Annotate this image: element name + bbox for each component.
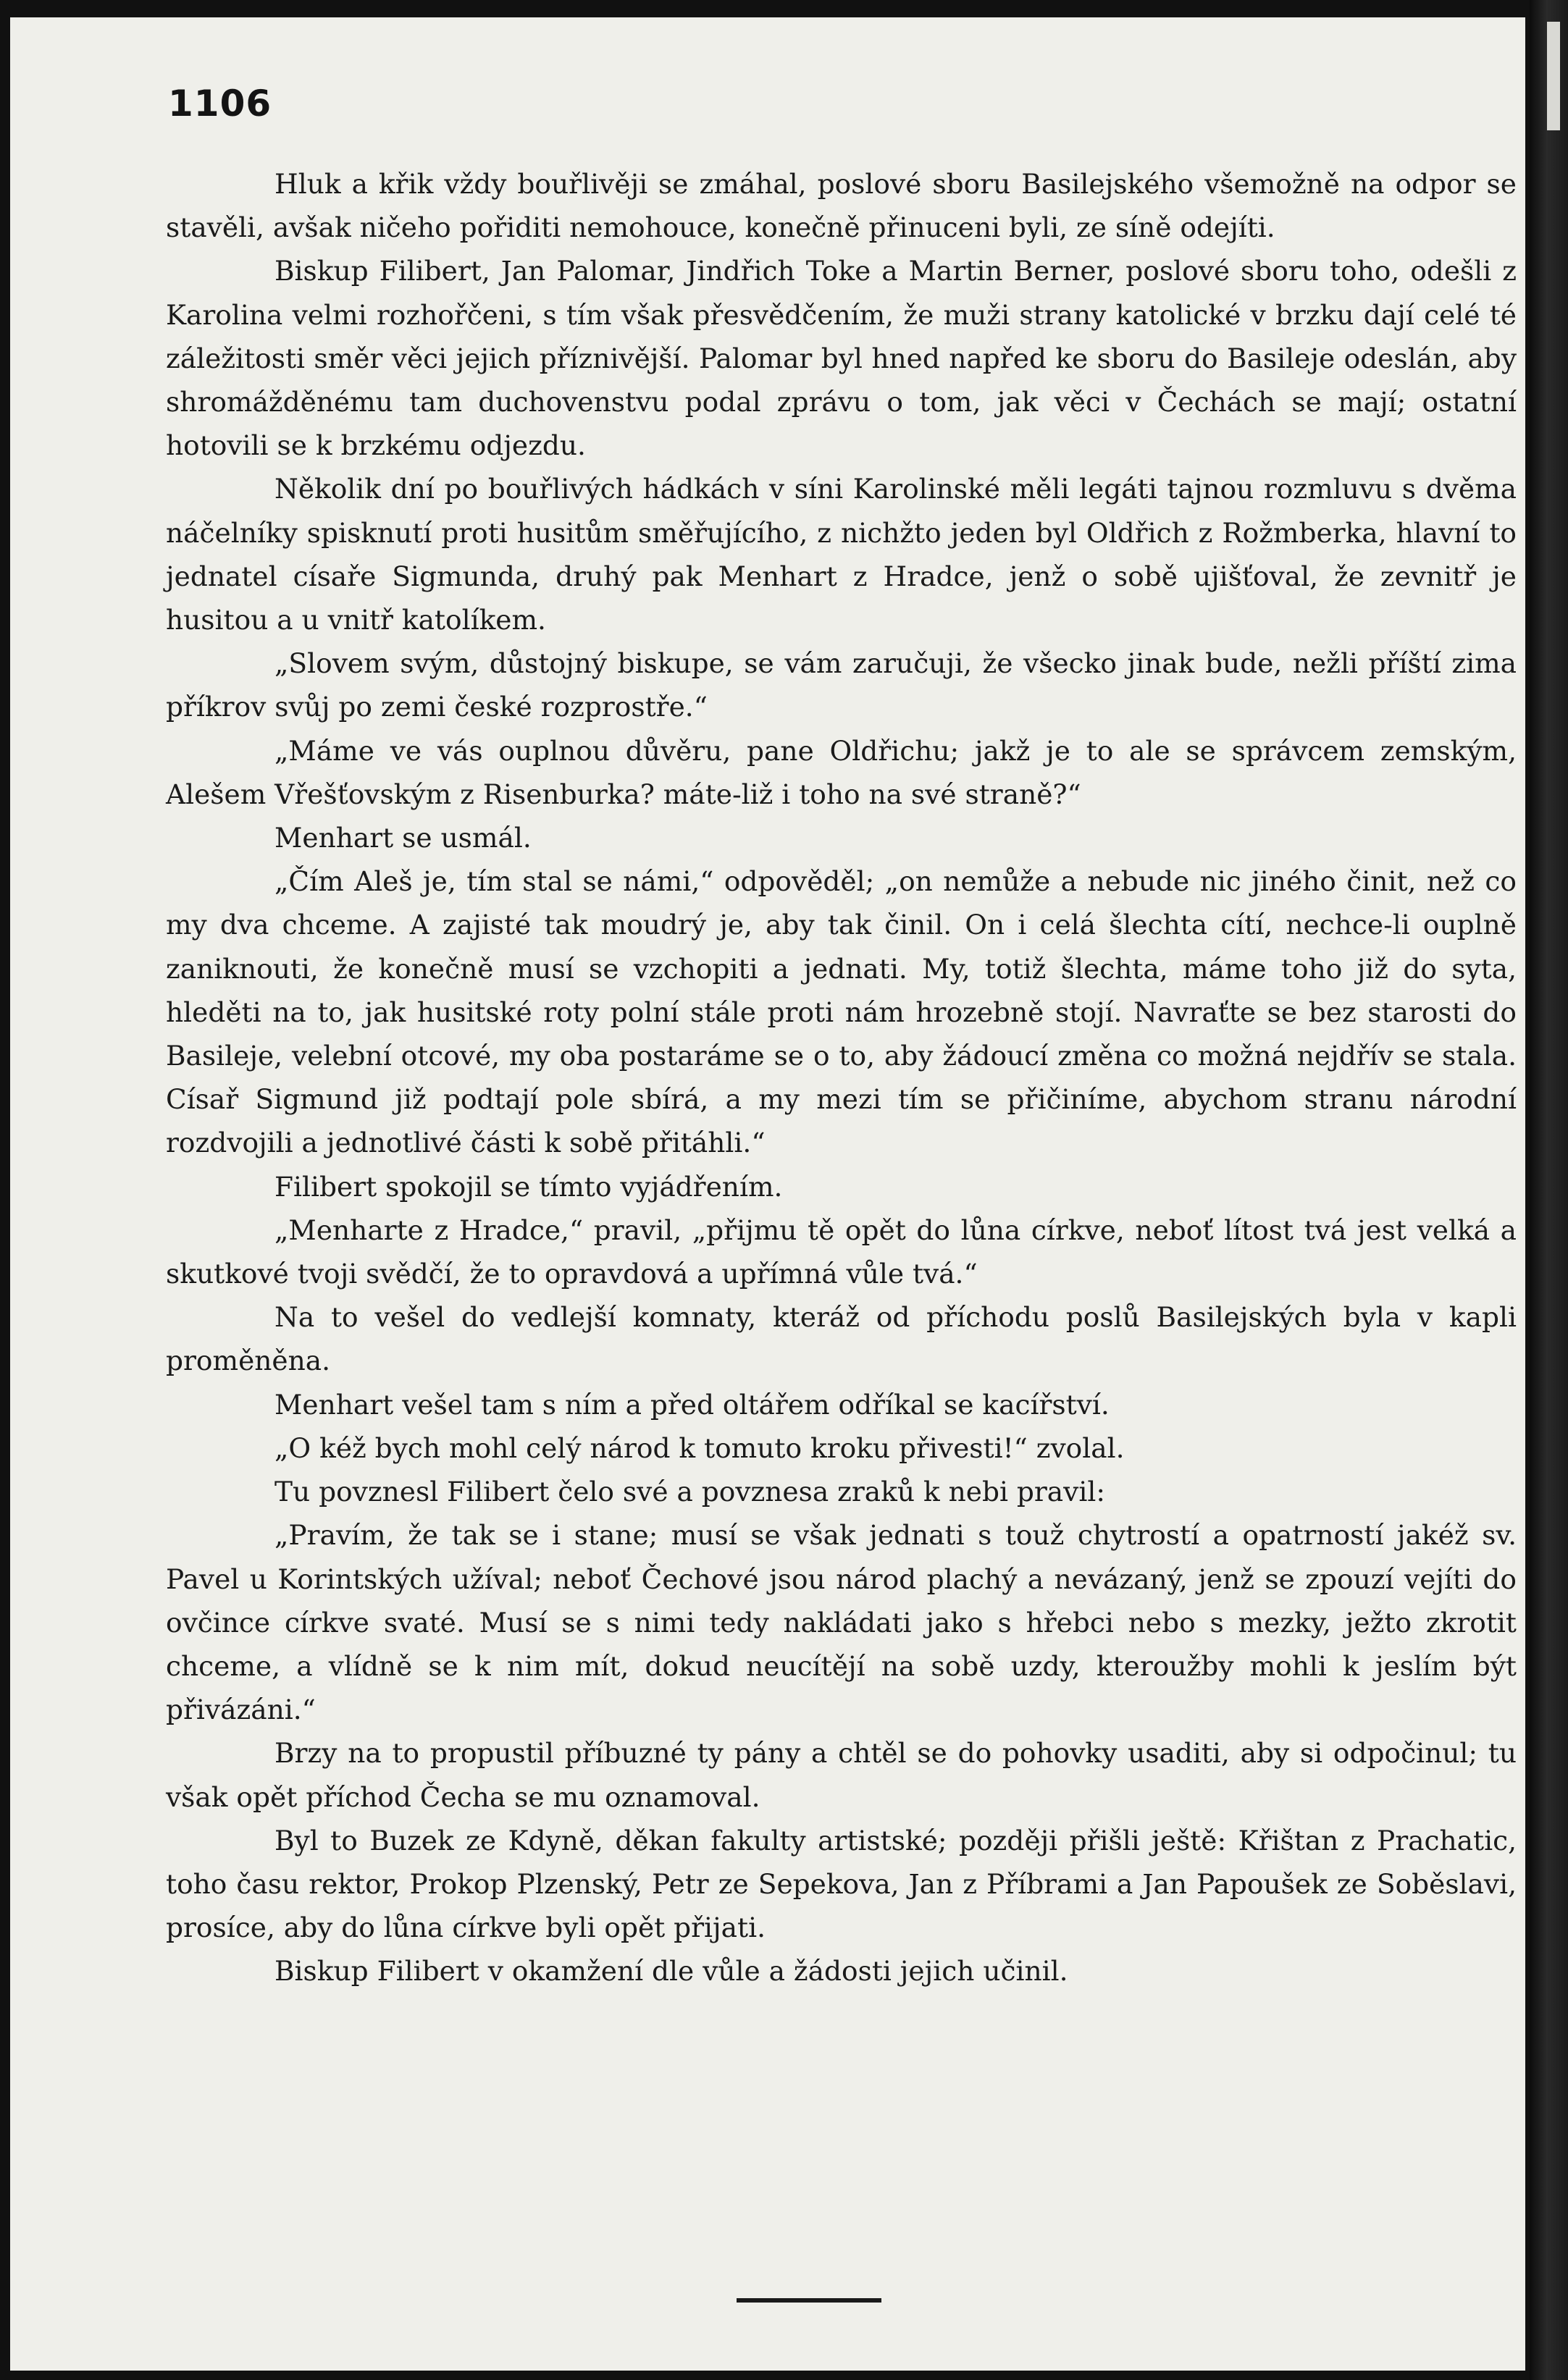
page-number: 1106 [168, 83, 272, 125]
paragraph: Tu povznesl Filibert čelo své a povznesa zraků k nebi pravil: [274, 1476, 1105, 1508]
paragraph: „Slovem svým, důstojný biskupe, se vám zaručuji, že všecko jinak bude, nežli příští zima příkrov svůj po zemi české rozprostře.“ [166, 647, 1517, 723]
paragraph: „Menharte z Hradce,“ pravil, „přijmu tě opět do lůna církve, neboť lítost tvá jest velká a skutkové tvoji svědčí, že to opravdová a upřímná vůle tvá.“ [166, 1214, 1517, 1290]
paragraph: „Máme ve vás ouplnou důvěru, pane Oldřichu; jakž je to ale se správcem zemským, Alešem Vřešťovským z Risenburka? máte-liž i toho na své straně?“ [166, 734, 1517, 810]
paragraph: „O kéž bych mohl celý národ k tomuto kroku přivesti!“ zvolal. [274, 1431, 1125, 1464]
paragraph: Hluk a křik vždy bouřlivěji se zmáhal, poslové sboru Basilejského všemožně na odpor se stavěli, avšak ničeho pořiditi nemohouce, konečně přinuceni byli, ze síně odejíti. [166, 168, 1517, 244]
paragraph: Menhart vešel tam s ním a před oltářem odříkal se kacířství. [274, 1388, 1110, 1421]
paragraph: „Pravím, že tak se i stane; musí se však jednati s touž chytrostí a opatrností jakéž sv. Pavel u Korintských užíval; neboť Čechové jsou národ plachý a nevázaný, jenž se zpouzí vejíti do ovčince církve svaté. Musí se s nimi tedy nakládati jako s hřebci nebo s mezky, ježto zkrotit chceme, a vlídně se k nim mít, dokud neucítějí na sobě uzdy, kteroužby mohli k jeslím být přivázáni.“ [166, 1519, 1517, 1726]
paragraph: Filibert spokojil se tímto vyjádřením. [274, 1170, 783, 1203]
next-page-edge [1547, 22, 1560, 130]
paragraph: Na to vešel do vedlejší komnaty, kteráž od příchodu poslů Basilejských byla v kapli proměněna. [166, 1301, 1517, 1377]
paragraph: Biskup Filibert v okamžení dle vůle a žádosti jejich učinil. [274, 1955, 1068, 1988]
body-text [166, 162, 1517, 1993]
book-page [10, 17, 1525, 2371]
paragraph: Biskup Filibert, Jan Palomar, Jindřich Toke a Martin Berner, poslové sboru toho, odešli z Karolina velmi rozhořčeni, s tím však přesvědčením, že muži strany katolické v brzku dají celé té záležitosti směr věci jejich příznivější. Palomar byl hned napřed ke sboru do Basileje odeslán, aby shromážděnému tam duchovenstvu podal zprávu o tom, jak věci v Čechách se mají; ostatní hotovili se k brzkému odjezdu. [166, 255, 1517, 462]
paragraph: Několik dní po bouřlivých hádkách v síni Karolinské měli legáti tajnou rozmluvu s dvěma náčelníky spisknutí proti husitům směřujícího, z nichžto jeden byl Oldřich z Rožmberka, hlavní to jednatel císaře Sigmunda, druhý pak Menhart z Hradce, jenž o sobě ujišťoval, že zevnitř je husitou a u vnitř katolíkem. [166, 473, 1517, 636]
closing-rule [737, 2298, 881, 2303]
paragraph: Menhart se usmál. [274, 822, 532, 854]
paragraph: Byl to Buzek ze Kdyně, děkan fakulty artistské; později přišli ještě: Křištan z Prachatic, toho času rektor, Prokop Plzenský, Petr ze Sepekova, Jan z Příbrami a Jan Papoušek ze Soběslavi, prosíce, aby do lůna církve byli opět přijati. [166, 1824, 1517, 1944]
paragraph: Brzy na to propustil příbuzné ty pány a chtěl se do pohovky usaditi, aby si odpočinul; tu však opět příchod Čecha se mu oznamoval. [166, 1737, 1517, 1813]
right-page-edge [1530, 0, 1568, 2380]
paragraph: „Čím Aleš je, tím stal se námi,“ odpověděl; „on nemůže a nebude nic jiného činit, než co my dva chceme. A zajisté tak moudrý je, aby tak činil. On i celá šlechta cítí, nechce-li ouplně zaniknouti, že konečně musí se vzchopiti a jednati. My, totiž šlechta, máme toho již do syta, hleděti na to, jak husitské roty polní stále proti nám hrozebně stojí. Navraťte se bez starosti do Basileje, velební otcové, my oba postaráme se o to, aby žádoucí změna co možná nejdřív se stala. Císař Sigmund již podtají pole sbírá, a my mezi tím se přičiníme, abychom stranu národní rozdvojili a jednotlivé části k sobě přitáhli.“ [166, 865, 1517, 1159]
